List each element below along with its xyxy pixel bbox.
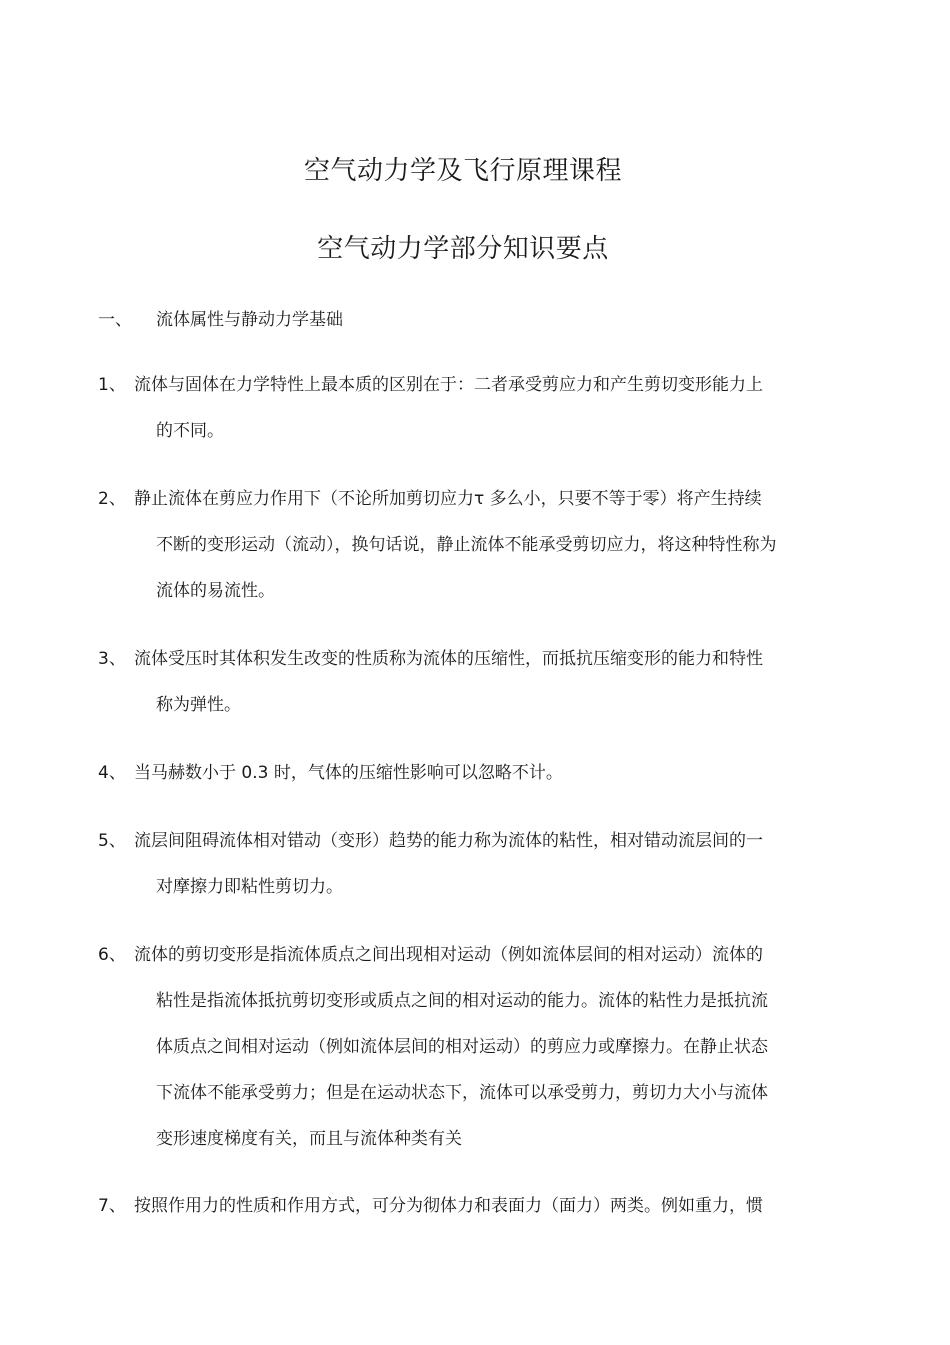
item-text-line: 流体受压时其体积发生改变的性质称为流体的压缩性，而抵抗压缩变形的能力和特性 xyxy=(134,649,763,669)
item-number: 4、 xyxy=(98,763,126,783)
item-number: 5、 xyxy=(98,831,126,851)
list-item xyxy=(98,1183,858,1229)
item-text-line: 下流体不能承受剪力；但是在运动状态下，流体可以承受剪力，剪切力大小与流体 xyxy=(156,1083,768,1103)
item-number: 6、 xyxy=(98,945,126,965)
item-text-line: 按照作用力的性质和作用方式，可分为彻体力和表面力（面力）两类。例如重力，惯 xyxy=(134,1196,763,1216)
section-title: 流体属性与静动力学基础 xyxy=(156,310,343,330)
document-title: 空气动力学及飞行原理课程 xyxy=(303,156,622,186)
item-text-line: 流体与固体在力学特性上最本质的区别在于：二者承受剪应力和产生剪切变形能力上 xyxy=(134,375,763,395)
list-item xyxy=(98,476,858,614)
item-number: 3、 xyxy=(98,649,126,669)
item-text-line: 流体的易流性。 xyxy=(156,581,275,601)
item-number: 2、 xyxy=(98,489,126,509)
list-item xyxy=(98,818,858,910)
list-item xyxy=(98,636,858,728)
section-number: 一、 xyxy=(98,310,132,330)
item-text-line: 流层间阻碍流体相对错动（变形）趋势的能力称为流体的粘性，相对错动流层间的一 xyxy=(134,831,763,851)
item-text-line: 体质点之间相对运动（例如流体层间的相对运动）的剪应力或摩擦力。在静止状态 xyxy=(156,1037,768,1057)
list-item xyxy=(98,362,858,454)
item-number: 7、 xyxy=(98,1196,126,1216)
item-text-line: 流体的剪切变形是指流体质点之间出现相对运动（例如流体层间的相对运动）流体的 xyxy=(134,945,763,965)
item-text-line: 对摩擦力即粘性剪切力。 xyxy=(156,877,343,897)
document-subtitle: 空气动力学部分知识要点 xyxy=(317,234,609,264)
item-text-line: 不断的变形运动（流动），换句话说，静止流体不能承受剪切应力，将这种特性称为 xyxy=(156,535,777,555)
item-text-line: 称为弹性。 xyxy=(156,695,241,715)
item-text-line: 变形速度梯度有关，而且与流体种类有关 xyxy=(156,1129,462,1149)
list-item xyxy=(98,750,858,796)
item-text-line: 粘性是指流体抵抗剪切变形或质点之间的相对运动的能力。流体的粘性力是抵抗流 xyxy=(156,991,768,1011)
section-heading xyxy=(98,305,343,330)
item-text-line: 的不同。 xyxy=(156,421,224,441)
list-item xyxy=(98,932,858,1162)
item-text-line: 当马赫数小于 0.3 时，气体的压缩性影响可以忽略不计。 xyxy=(134,763,563,783)
item-text-line: 静止流体在剪应力作用下（不论所加剪切应力τ 多么小，只要不等于零）将产生持续 xyxy=(134,489,762,509)
item-number: 1、 xyxy=(98,375,126,395)
